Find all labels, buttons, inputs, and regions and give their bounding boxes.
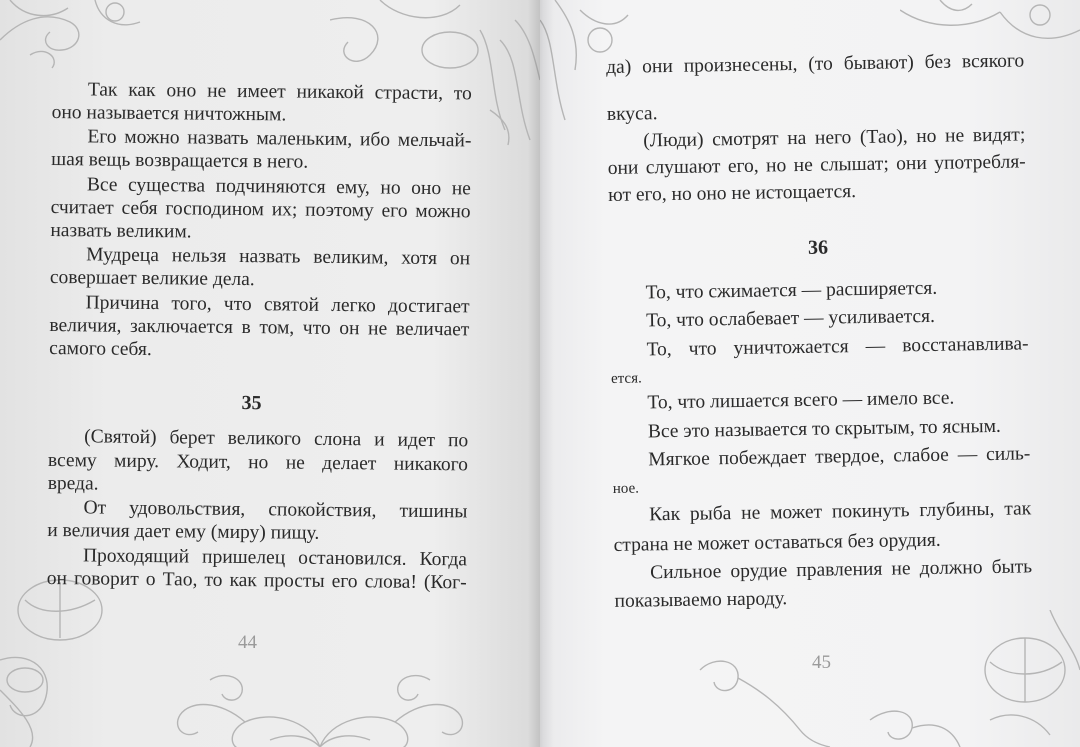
text-line: Как рыба не может покинуть глубины, так [649, 498, 1032, 526]
scroll-ornament-bottom-right-page [690, 610, 1080, 747]
text-line: Причина того, что святой легко достигает [85, 292, 470, 318]
scroll-ornament-bottom-left-page [150, 640, 490, 747]
text-line: да) они произнесены, (то бывают) без всякого [606, 50, 1025, 78]
text-line: совершает великие дела. [49, 266, 255, 291]
section-heading: 36 [807, 236, 829, 259]
text-line: То, что ослабевает — усиливается. [646, 305, 936, 332]
text-line: То, что сжимается — расширяется. [645, 277, 938, 304]
right-page-text [606, 49, 1033, 612]
text-line: шая вещь возвращается в него. [51, 148, 309, 173]
text-line: Мудреца нельзя назвать великим, хотя он [86, 244, 471, 270]
text-line: (Святой) берет великого слона и идет по [84, 426, 469, 452]
text-line: оно называется ничтожным. [51, 101, 287, 126]
text-line: вкуса. [606, 103, 658, 125]
text-line: величия, заключается в том, что он не величает [49, 314, 470, 341]
page-number-left: 44 [238, 632, 257, 653]
text-line: самого себя. [49, 337, 152, 361]
right-page [540, 0, 1080, 747]
text-line: всему миру. Ходит, но не делает никакого [47, 449, 469, 476]
text-line: То, что уничтожается — восстанавлива- [646, 333, 1029, 361]
text-line: считает себя господином их; поэтому его можно [50, 196, 471, 223]
text-line: (Люди) смотрят на него (Тао), но не видят; [643, 124, 1026, 152]
text-line: Его можно назвать маленьким, ибо мельчай- [87, 126, 472, 152]
floral-ornament-top-left [0, 0, 150, 70]
text-line: То, что лишается всего — имело все. [647, 387, 955, 414]
text-line: Все это называется то скрытым, то ясным. [647, 415, 1001, 443]
page-number-right: 45 [812, 652, 831, 673]
text-line: вреда. [47, 472, 99, 495]
text-line: ное. [612, 480, 640, 497]
section-heading: 35 [241, 392, 262, 415]
text-line: ют его, но оно не истощается. [608, 181, 857, 206]
floral-ornament-bottom-left [0, 570, 120, 747]
text-line: ется. [610, 370, 642, 387]
book-gutter-shadow [528, 0, 554, 747]
text-line: страна не может оставаться без орудия. [613, 529, 941, 556]
text-line: он говорит о Тао, то как просты его слова! (Ког- [46, 567, 467, 594]
text-line: они слушают его, но не слышат; они употребля- [607, 151, 1026, 179]
text-line: От удовольствия, спокойствия, тишины [83, 497, 468, 523]
text-line: назвать великим. [50, 219, 192, 243]
text-line: и величия дает ему (миру) пищу. [47, 519, 320, 544]
text-line: Проходящий пришелец остановился. Когда [82, 545, 468, 571]
text-line: Мягкое побеждает твердое, слабое — силь- [648, 443, 1031, 471]
text-line: показываемо народу. [614, 588, 788, 612]
text-line: Все существа подчиняются ему, но оно не [86, 174, 471, 200]
text-line: Сильное орудие правления не должно быть [649, 556, 1033, 584]
text-line: Так как оно не имеет никакой страсти, то [87, 79, 472, 105]
